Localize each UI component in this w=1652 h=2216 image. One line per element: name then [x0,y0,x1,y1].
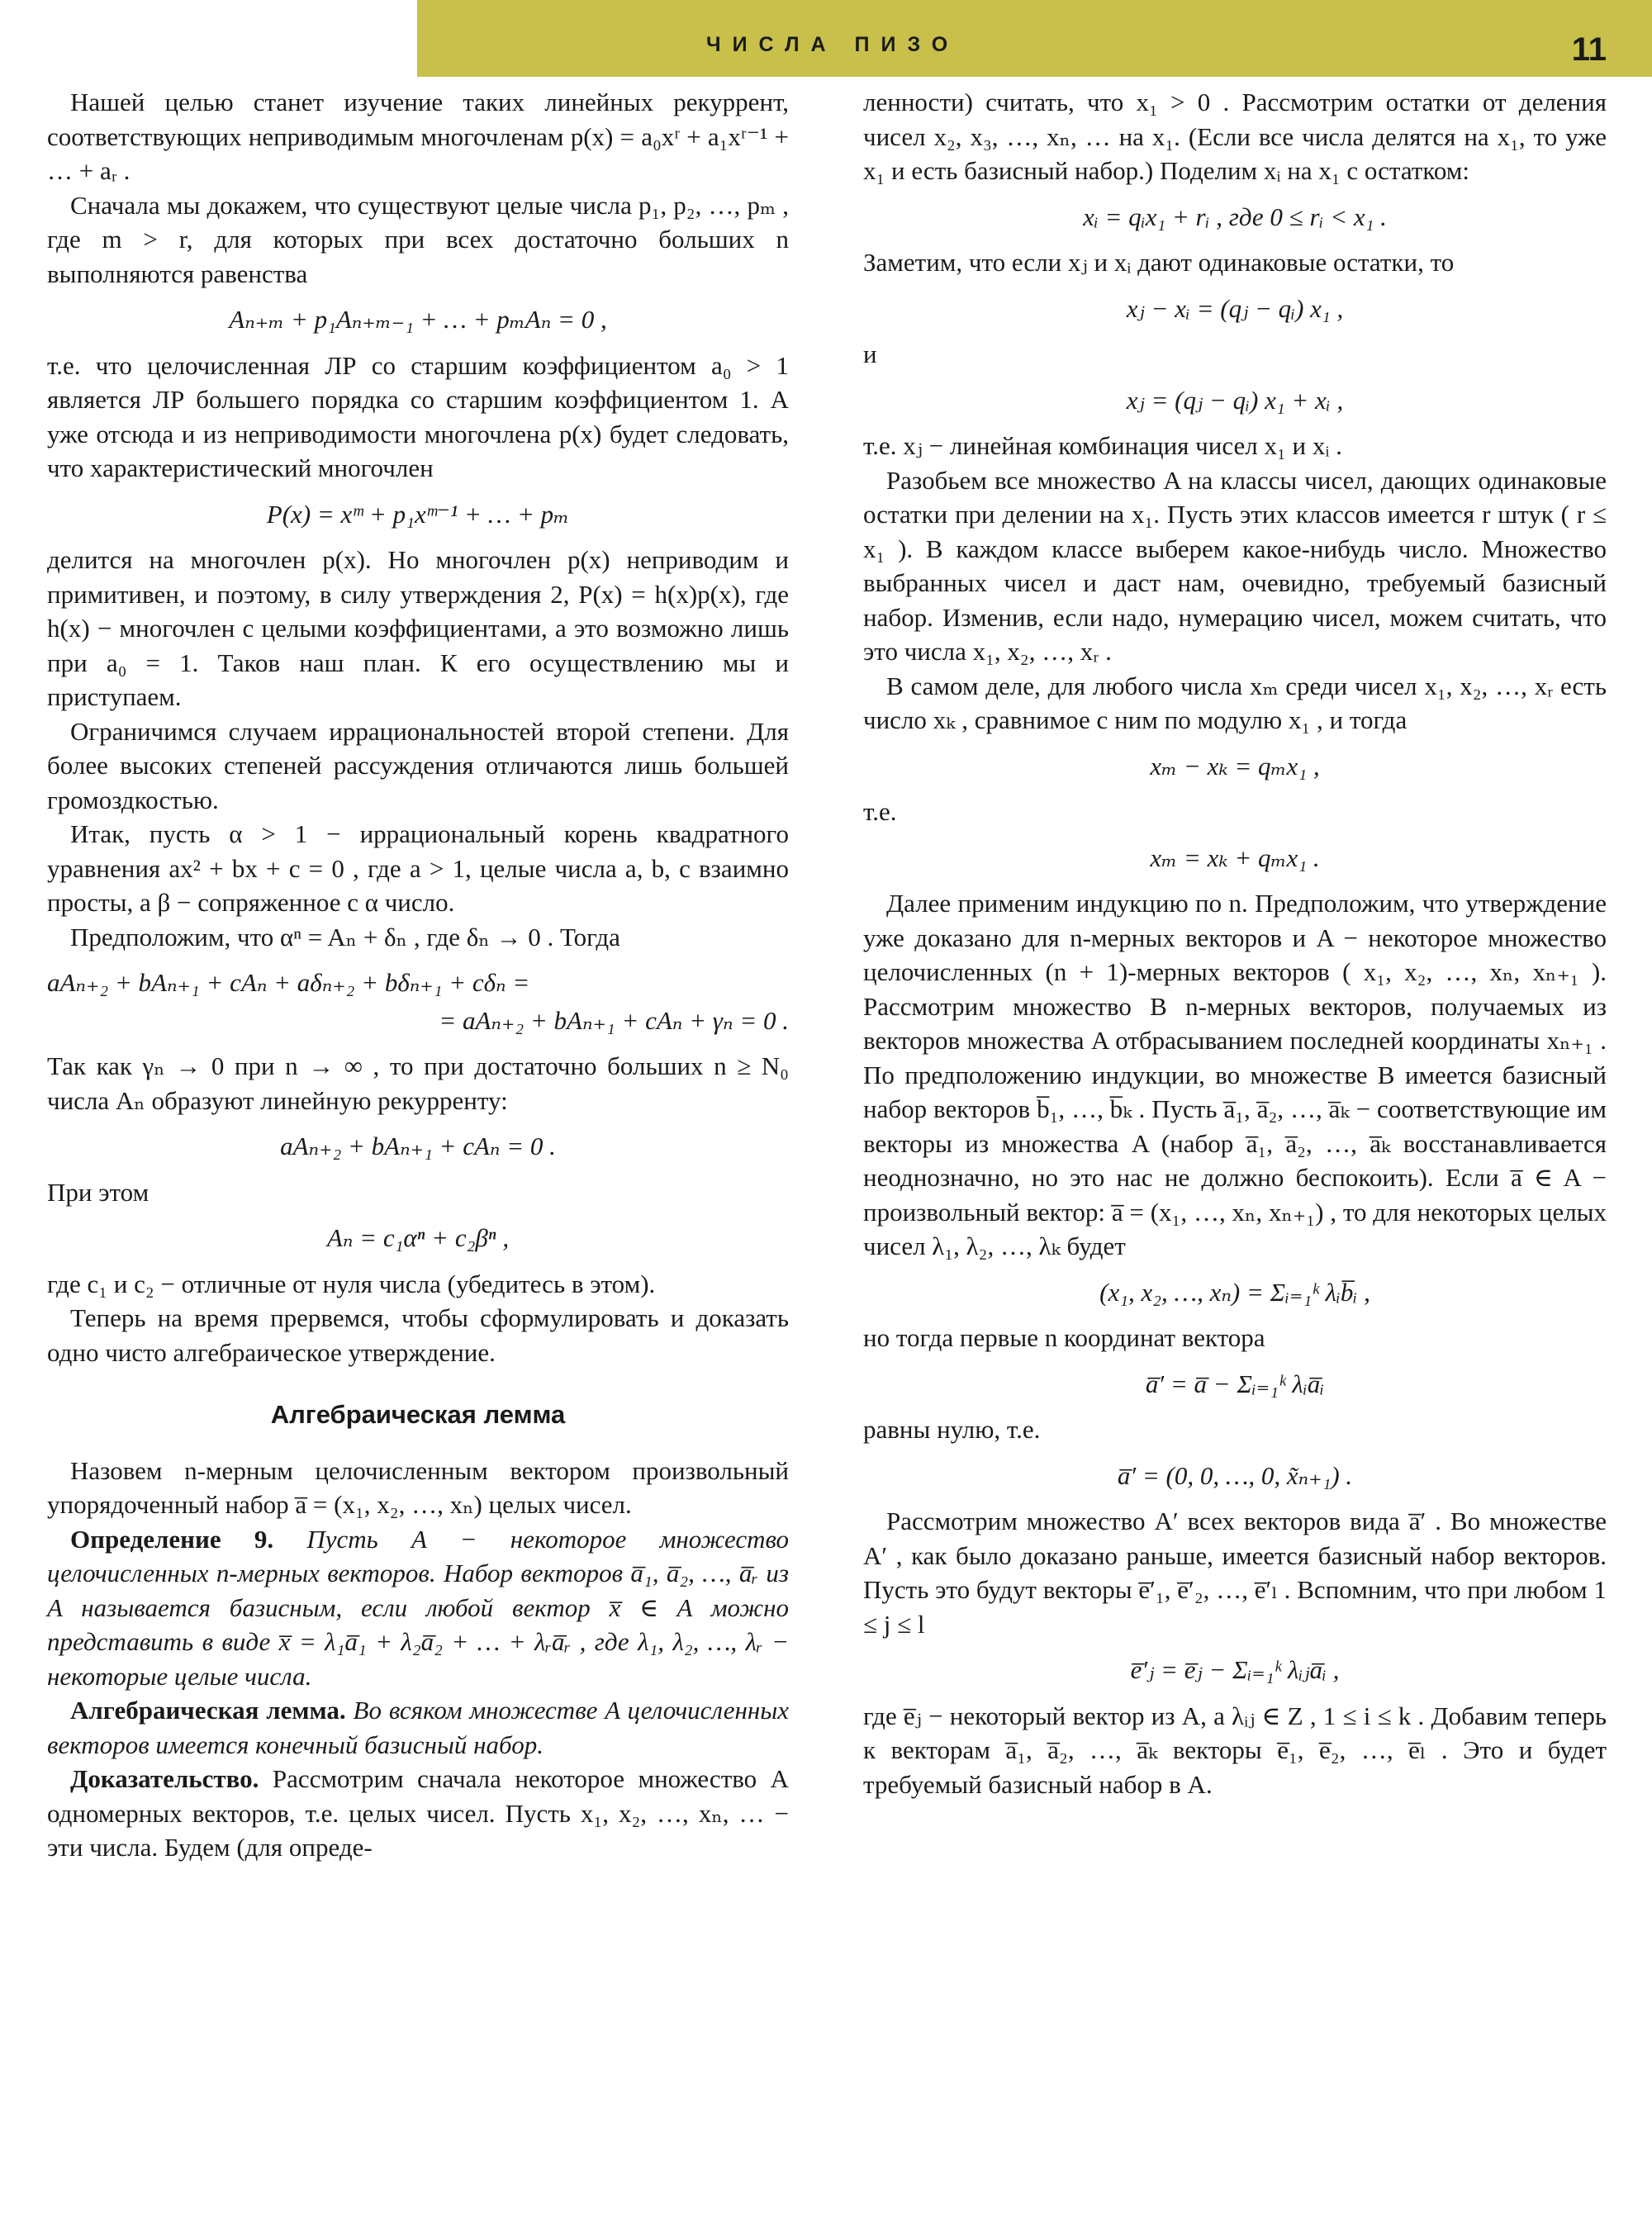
formula: xₘ = xₖ + qₘx₁ . [1150,842,1320,872]
definition-lead: Определение 9. [70,1524,274,1554]
paragraph: В самом деле, для любого числа xₘ среди чисел x₁, x₂, …, xᵣ есть число xₖ , сравнимое с ним по модулю x₁ , и тогда [863,671,1607,734]
paragraph: ленности) считать, что x₁ > 0 . Рассмотрим остатки от деления чисел x₂, x₃, …, xₙ, … на x₁. (Если все числа делятся на x₁, то уже x₁ и есть базисный набор.) Поделим xᵢ на x₁ с остатком: [863,88,1607,185]
header-band [417,0,1652,77]
formula: xᵢ = qᵢx₁ + rᵢ , где 0 ≤ rᵢ < x₁ . [1083,202,1387,231]
definition-paragraph [47,1522,789,1694]
formula: Aₙ₊ₘ + p₁Aₙ₊ₘ₋₁ + … + pₘAₙ = 0 , [229,305,607,334]
paragraph: т.е. [863,797,897,826]
paragraph: но тогда первые n координат вектора [863,1323,1265,1352]
paragraph: Итак, пусть α > 1 − иррациональный корень квадратного уравнения ax² + bx + c = 0 , где a > 1, целые числа a, b, c взаимно просты, а β − сопряженное с α число. [47,819,789,917]
section-title: Алгебраическая лемма [270,1400,566,1429]
paragraph: Теперь на время прервемся, чтобы сформулировать и доказать одно чисто алгебраическое утверждение. [47,1303,789,1367]
paragraph: и [863,339,877,368]
paragraph: Ограничимся случаем иррациональностей второй степени. Для более высоких степеней рассуждения отличаются лишь большей громоздкостью. [47,716,789,814]
paragraph: При этом [47,1177,150,1207]
paragraph: Заметим, что если xⱼ и xᵢ дают одинаковые остатки, то [863,248,1455,277]
formula: (x₁, x₂, …, xₙ) = Σᵢ₌₁ᵏ λᵢb̅ᵢ , [1099,1277,1370,1307]
formula: a̅′ = (0, 0, …, 0, x̃ₙ₊₁) . [1117,1460,1353,1490]
paragraph: т.е. что целочисленная ЛР со старшим коэффициентом a₀ > 1 является ЛР большего порядка со старшим коэффициентом 1. А уже отсюда и из неприводимости многочлена p(x) будет следовать, что характеристический многочлен [47,350,789,482]
paragraph: т.е. xⱼ − линейная комбинация чисел x₁ и xᵢ . [863,431,1342,460]
formula: aAₙ₊₂ + bAₙ₊₁ + cAₙ = 0 . [280,1132,556,1160]
paragraph: Предположим, что αⁿ = Aₙ + δₙ , где δₙ → 0 . Тогда [70,922,620,951]
proof-text: Рассмотрим сначала некоторое множество A одномерных векторов, т.е. целых чисел. Пусть x₁, x₂, …, xₙ, … − эти числа. Будем (для опреде- [47,1764,789,1862]
formula: = aAₙ₊₂ + bAₙ₊₁ + cAₙ + γₙ = 0 . [439,1005,789,1035]
paragraph: где c₁ и c₂ − отличные от нуля числа (убедитесь в этом). [47,1269,656,1298]
paragraph: Так как γₙ → 0 при n → ∞ , то при достаточно больших n ≥ N₀ числа Aₙ образуют линейную рекурренту: [47,1051,789,1115]
proof-paragraph [47,1762,789,1865]
paragraph: Далее применим индукцию по n. Предположим, что утверждение уже доказано для n-мерных векторов и A − некоторое множество целочисленных (n + 1)-мерных векторов ( x₁, x₂, …, xₙ, xₙ₊₁ ). Рассмотрим множество B n-мерных векторов, получаемых из векторов множества A отбрасыванием последней координаты xₙ₊₁ . По предположению индукции, во множестве B имеется базисный набор векторов b̅₁, …, b̅ₖ . Пусть a̅₁, a̅₂, …, a̅ₖ − соответствующие им векторы из множества A (набор a̅₁, a̅₂, …, a̅ₖ восстанавливается неоднозначно, но это нас не должно беспокоить). Если a̅ ∈ A − произвольный вектор: a̅ = (x₁, …, xₙ, xₙ₊₁) , то для некоторых целых чисел λ₁, λ₂, …, λₖ будет [863,889,1607,1260]
formula: xⱼ − xᵢ = (qⱼ − qᵢ) x₁ , [1126,293,1344,323]
formula: aAₙ₊₂ + bAₙ₊₁ + cAₙ + aδₙ₊₂ + bδₙ₊₁ + cδₙ = [47,968,530,997]
paragraph: где e̅ⱼ − некоторый вектор из A, а λᵢⱼ ∈ Z , 1 ≤ i ≤ k . Добавим теперь к векторам a̅₁, a̅₂, …, a̅ₖ векторы e̅₁, e̅₂, …, e̅ₗ . Это и будет требуемый базисный набор в A. [863,1701,1607,1799]
formula: xₘ − xₖ = qₘx₁ , [1150,751,1320,781]
paragraph: Рассмотрим множество A′ всех векторов вида a̅′ . Во множестве A′ , как было доказано раньше, имеется базисный набор векторов. Пусть это будут векторы e̅′₁, e̅′₂, …, e̅′ₗ . Вспомним, что при любом 1 ≤ j ≤ l [863,1507,1607,1639]
lemma-text: Во всяком множестве A целочисленных векторов имеется конечный базисный набор. [47,1696,790,1759]
right-column [863,85,1607,1801]
proof-lead: Доказательство. [70,1764,259,1793]
formula: Aₙ = c₁αⁿ + c₂βⁿ , [326,1223,510,1252]
definition-text: Пусть A − некоторое множество целочисленных n-мерных векторов. Набор векторов a̅₁, a̅₂, …, a̅ᵣ из A называется базисным, если любой вектор x̅ ∈ A можно представить в виде x̅ = λ₁a̅₁ + λ₂a̅₂ + … + λᵣa̅ᵣ , где λ₁, λ₂, …, λᵣ − некоторые целые числа. [47,1524,790,1691]
lemma-lead: Алгебраическая лемма. [70,1696,346,1725]
page-number: 11 [1571,31,1607,68]
paragraph: Нашей целью станет изучение таких линейных рекуррент, соответствующих неприводимым многочленам p(x) = a₀xʳ + a₁xʳ⁻¹ + … + aᵣ . [47,88,789,185]
paragraph: Разобьем все множество A на классы чисел, дающих одинаковые остатки при делении на x₁. Пусть этих классов имеется r штук ( r ≤ x₁ ). В каждом классе выберем какое-нибудь число. Множество выбранных чисел и даст нам, очевидно, требуемый базисный набор. Изменив, если надо, нумерацию чисел, можем считать, что это числа x₁, x₂, …, xᵣ . [863,465,1607,666]
formula: e̅′ⱼ = e̅ⱼ − Σᵢ₌₁ᵏ λᵢⱼa̅ᵢ , [1130,1655,1340,1684]
lemma-paragraph [47,1693,789,1762]
paragraph: Назовем n-мерным целочисленным вектором произвольный упорядоченный набор a̅ = (x₁, x₂, …, xₙ) целых чисел. [47,1455,789,1519]
formula: P(x) = xᵐ + p₁xᵐ⁻¹ + … + pₘ [266,499,570,529]
running-head: ЧИСЛА ПИЗО [706,33,960,56]
paragraph: Сначала мы докажем, что существуют целые числа p₁, p₂, …, pₘ , где m > r, для которых при всех достаточно больших n выполняются равенства [47,190,789,288]
left-column [47,85,789,1865]
formula: a̅′ = a̅ − Σᵢ₌₁ᵏ λᵢa̅ᵢ [1145,1369,1325,1398]
paragraph: делится на многочлен p(x). Но многочлен p(x) неприводим и примитивен, и поэтому, в силу утверждения 2, P(x) = h(x)p(x), где h(x) − многочлен с целыми коэффициентами, а это возможно лишь при a₀ = 1. Таков наш план. К его осуществлению мы и приступаем. [47,545,789,711]
paragraph: равны нулю, т.е. [863,1415,1041,1444]
formula: xⱼ = (qⱼ − qᵢ) x₁ + xᵢ , [1126,385,1344,415]
